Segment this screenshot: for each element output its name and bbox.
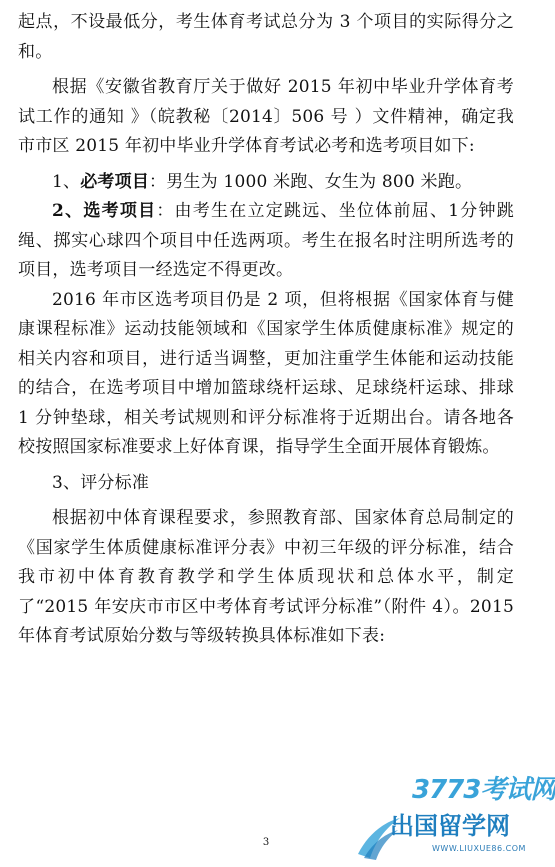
watermark-bottom-text: 出国留学网	[390, 812, 510, 840]
watermark-top-text: 3773考试网	[412, 775, 555, 805]
document-body	[18, 8, 514, 652]
paragraph-scoring: 根据初中体育课程要求，参照教育部、国家体育总局制定的《国家学生体质健康标准评分表》中初三年级的评分标准，结合我市初中体育教育教学和学生体质现状和总体水平，制定了“2015 年安庆市市区中考体育考试评分标准”（附件 4）。2015 年体育考试原始分数与等级转换具体标准如下表:	[18, 508, 514, 646]
section-heading-scoring: 3、评分标准	[52, 472, 150, 493]
item-required	[18, 168, 514, 198]
page-number: 3	[262, 837, 270, 848]
item-optional-number: 2、	[52, 201, 84, 221]
paragraph-2016: 2016 年市区选考项目仍是 2 项，但将根据《国家体育与健康课程标准》运动技能领域和《国家学生体质健康标准》规定的相关内容和项目，进行适当调整，更加注重学生体能和运动技能的结合，在选考项目中增加篮球绕杆运球、足球绕杆运球、排球 1 分钟垫球，相关考试规则和评分标准将于近期出台。请各地各校按照国家标准要求上好体育课，指导学生全面开展体育锻炼。	[18, 289, 514, 457]
watermark-url: WWW.LIUXUE86.COM	[432, 844, 526, 853]
item-required-label: 必考项目	[80, 171, 150, 192]
item-optional-label: 选考项目	[83, 201, 157, 221]
item-optional	[18, 197, 514, 286]
item-required-text: ：男生为 1000 米跑、女生为 800 米跑。	[149, 171, 473, 192]
item-required-number: 1、	[52, 171, 81, 192]
item-optional-text: ：由考生在立定跳远、坐位体前屈、1分钟跳绳、掷实心球四个项目中任选两项。考生在报名时注明所选考的项目，选考项目一经选定不得更改。	[18, 201, 514, 280]
paragraph-notice: 根据《安徽省教育厅关于做好 2015 年初中毕业升学体育考试工作的通知 》（皖教秘〔2014〕506 号 ）文件精神，确定我市市区 2015 年初中毕业升学体育考试必考和选考项目如下:	[18, 77, 514, 156]
watermark-logo	[354, 770, 555, 862]
paragraph-continuation: 起点，不设最低分，考生体育考试总分为 3 个项目的实际得分之和。	[18, 12, 514, 62]
